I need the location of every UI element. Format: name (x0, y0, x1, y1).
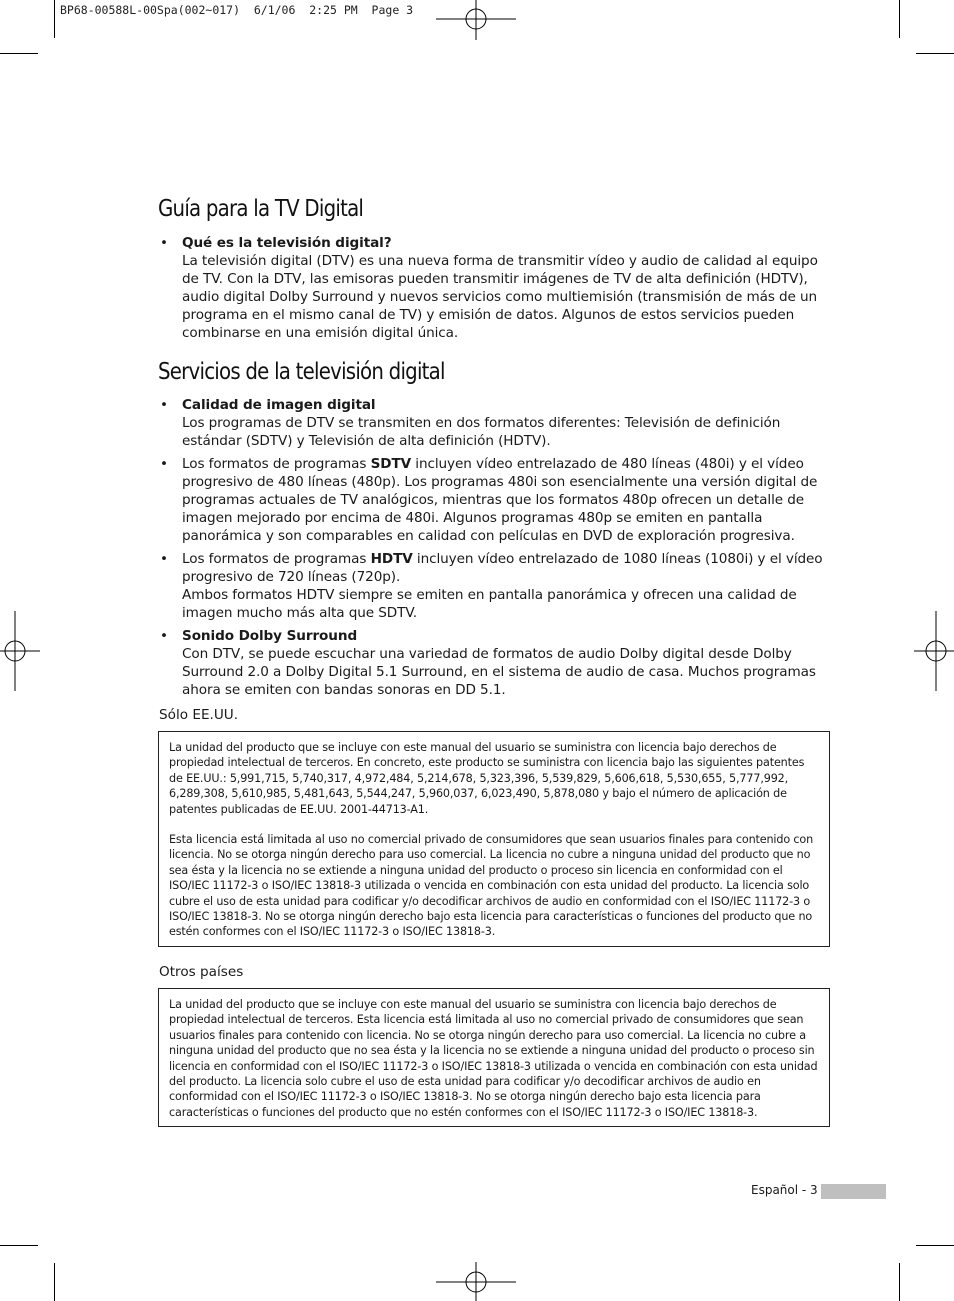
item-body: Con DTV, se puede escuchar una variedad de formatos de audio Dolby digital desde Dolby Surround 2.0 a Dolby Digital 5.1 Surround, en el sistema de audio de casa. Muchos programas ahora se emiten con bandas sonoras en DD 5.1. (182, 646, 816, 698)
item-body: Los programas de DTV se transmiten en dos formatos diferentes: Televisión de definición estándar (SDTV) y Televisión de alta definición (HDTV). (182, 415, 781, 449)
registration-mark-icon (914, 611, 954, 691)
digital-tv-services-list (160, 396, 832, 699)
list-item (160, 455, 832, 545)
item-text-pre: Los formatos de programas (182, 551, 371, 567)
section-title-digital-tv-guide: Guía para la TV Digital (158, 196, 364, 222)
item-text-pre: Los formatos de programas (182, 456, 371, 472)
us-only-label: Sólo EE.UU. (159, 707, 239, 723)
print-slug: BP68-00588L-00Spa(002~017) 6/1/06 2:25 PM Page 3 (60, 3, 414, 17)
item-text-post: incluyen vídeo entrelazado de 1080 líneas (1080i) y el vídeo progresivo de 720 líneas (720p). (182, 551, 823, 585)
bullet-icon: • (160, 456, 168, 472)
us-license-box (158, 731, 830, 947)
registration-mark-icon (0, 611, 40, 691)
bullet-icon: • (160, 397, 168, 413)
list-item (160, 396, 832, 450)
item-heading: Calidad de imagen digital (182, 397, 376, 413)
other-countries-label: Otros países (159, 964, 244, 980)
item-text-extra: Ambos formatos HDTV siempre se emiten en pantalla panorámica y ofrecen una calidad de imagen mucho más alta que SDTV. (182, 587, 797, 621)
crop-mark (54, 0, 55, 38)
crop-mark (899, 1263, 900, 1301)
other-license-box (158, 988, 830, 1127)
license-paragraph: Esta licencia está limitada al uso no comercial privado de consumidores que sean usuarios finales para contenido con licencia. No se otorga ningún derecho para uso comercial. La licencia no cubre a ninguna unidad del producto que no sea ésta y la licencia no se extiende a ninguna unidad del producto o proceso sin licencia en conformidad con el ISO/IEC 11172-3 o ISO/IEC 13818-3 utilizada o vencida en combinación con esta unidad del producto. La licencia solo cubre el uso de esta unidad para codificar y/o decodificar archivos de audio en conformidad con el ISO/IEC 11172-3 o ISO/IEC 13818-3. No se otorga ningún derecho bajo esta licencia para características o funciones del producto que no estén conformes con el ISO/IEC 11172-3 o ISO/IEC 13818-3. (169, 833, 814, 939)
crop-mark (0, 53, 38, 54)
list-item (160, 234, 832, 342)
item-heading: Qué es la televisión digital? (182, 235, 392, 251)
list-item (160, 550, 832, 622)
registration-mark-icon (436, 1262, 516, 1301)
crop-mark (916, 1245, 954, 1246)
bullet-icon: • (160, 551, 168, 567)
item-text-bold: SDTV (370, 456, 412, 472)
crop-mark (54, 1263, 55, 1301)
page-tab-bar (821, 1184, 886, 1199)
bullet-icon: • (160, 628, 168, 644)
page-number: Español - 3 (751, 1183, 818, 1197)
bullet-icon: • (160, 235, 168, 251)
license-paragraph: La unidad del producto que se incluye con este manual del usuario se suministra con licencia bajo derechos de propiedad intelectual de terceros. En concreto, este producto se suministra con licencia bajo las siguientes patentes de EE.UU.: 5,991,715, 5,740,317, 4,972,484, 5,214,678, 5,323,396, 5,539,829, 5,606,618, 5,530,655, 5,777,992, 6,289,308, 5,610,985, 5,481,643, 5,544,247, 5,960,037, 6,023,490, 5,878,080 y bajo el número de aplicación de patentes publicadas de EE.UU. 2001-44713-A1. (169, 741, 805, 816)
digital-tv-guide-list (160, 234, 832, 342)
registration-mark-icon (436, 0, 516, 40)
list-item (160, 627, 832, 699)
item-heading: Sonido Dolby Surround (182, 628, 358, 644)
item-text-post: incluyen vídeo entrelazado de 480 líneas (480i) y el vídeo progresivo de 480 líneas (480p). Los programas 480i son esencialmente una versión digital de programas actuales de TV analógicos, mientras que los formatos 480p ofrecen un detalle de imagen mejorado por encima de 480i. Algunos programas 480p se emiten en pantalla panorámica y son comparables en calidad con películas en DVD de exploración progresiva. (182, 456, 818, 544)
section-title-digital-tv-services: Servicios de la televisión digital (158, 359, 445, 385)
crop-mark (916, 53, 954, 54)
license-paragraph: La unidad del producto que se incluye con este manual del usuario se suministra con licencia bajo derechos de propiedad intelectual de terceros. Esta licencia está limitada al uso no comercial privado de consumidores que sean usuarios finales para contenido con licencia. No se otorga ningún derecho para uso comercial. La licencia no cubre a ninguna unidad del producto que no sea ésta y la licencia no se extiende a ninguna unidad del producto o proceso sin licencia en conformidad con el ISO/IEC 11172-3 o ISO/IEC 13818-3 utilizada o vencida en combinación con esta unidad del producto. La licencia solo cubre el uso de esta unidad para codificar y/o decodificar archivos de audio en conformidad con el ISO/IEC 11172-3 o ISO/IEC 13818-3. No se otorga ningún derecho bajo esta licencia para características o funciones del producto que no estén conformes con el ISO/IEC 11172-3 o ISO/IEC 13818-3. (169, 998, 818, 1119)
item-body: La televisión digital (DTV) es una nueva forma de transmitir vídeo y audio de calidad al equipo de TV. Con la DTV, las emisoras pueden transmitir imágenes de TV de alta definición (HDTV), audio digital Dolby Surround y nuevos servicios como multiemisión (transmisión de más de un programa en el mismo canal de TV) y emisión de datos. Algunos de estos servicios pueden combinarse en una emisión digital única. (182, 253, 818, 341)
crop-mark (899, 0, 900, 38)
item-text-bold: HDTV (370, 551, 413, 567)
crop-mark (0, 1245, 38, 1246)
